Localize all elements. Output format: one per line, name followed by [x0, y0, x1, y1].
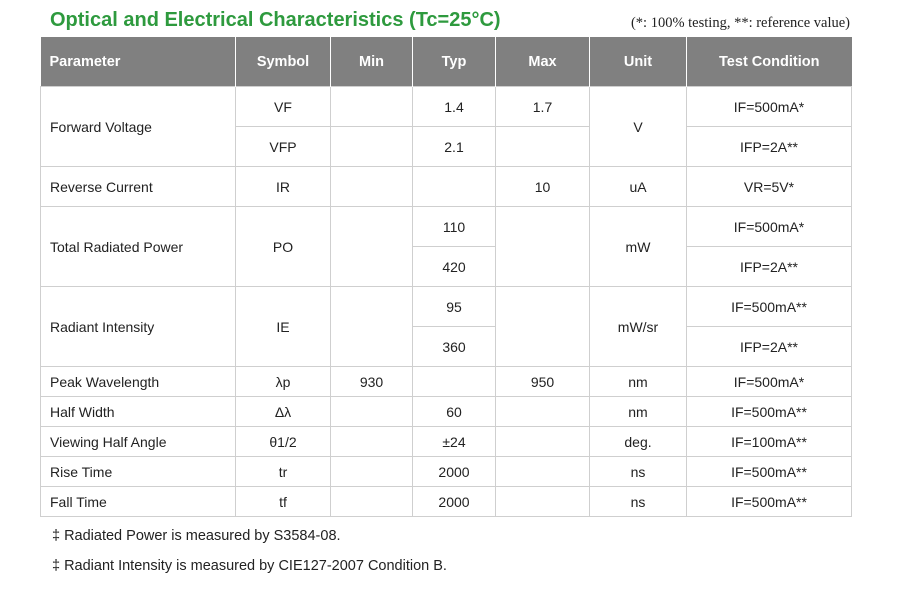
min-cell — [331, 397, 413, 427]
min-cell — [331, 87, 413, 127]
typ-cell: 2000 — [413, 457, 496, 487]
footnote-text: Radiated Power is measured by S3584-08. — [64, 528, 341, 544]
table-row — [41, 87, 852, 127]
parameter-cell: Forward Voltage — [41, 87, 236, 167]
page-title: Optical and Electrical Characteristics (Tc=25°C) — [50, 9, 501, 31]
condition-cell: IF=500mA* — [687, 207, 852, 247]
typ-cell: 95 — [413, 287, 496, 327]
unit-cell: V — [590, 87, 687, 167]
header-test-condition: Test Condition — [687, 37, 852, 87]
table-row — [41, 487, 852, 517]
symbol-cell: IR — [236, 167, 331, 207]
min-cell — [331, 457, 413, 487]
header-max: Max — [496, 37, 590, 87]
max-cell — [496, 487, 590, 517]
max-cell — [496, 127, 590, 167]
typ-cell: 420 — [413, 247, 496, 287]
typ-cell: 1.4 — [413, 87, 496, 127]
symbol-cell: VFP — [236, 127, 331, 167]
condition-cell: IF=500mA** — [687, 487, 852, 517]
header-symbol: Symbol — [236, 37, 331, 87]
parameter-cell: Reverse Current — [41, 167, 236, 207]
table-row — [41, 427, 852, 457]
min-cell: 930 — [331, 367, 413, 397]
parameter-cell: Rise Time — [41, 457, 236, 487]
typ-cell — [413, 367, 496, 397]
max-cell — [496, 287, 590, 367]
condition-cell: IFP=2A** — [687, 327, 852, 367]
parameter-cell: Radiant Intensity — [41, 287, 236, 367]
header-parameter: Parameter — [41, 37, 236, 87]
max-cell: 10 — [496, 167, 590, 207]
symbol-cell: Δλ — [236, 397, 331, 427]
table-row — [41, 457, 852, 487]
unit-cell: uA — [590, 167, 687, 207]
condition-cell: IFP=2A** — [687, 127, 852, 167]
typ-cell: ±24 — [413, 427, 496, 457]
header-min: Min — [331, 37, 413, 87]
condition-cell: IF=500mA** — [687, 457, 852, 487]
condition-cell: IFP=2A** — [687, 247, 852, 287]
typ-cell: 360 — [413, 327, 496, 367]
symbol-cell: VF — [236, 87, 331, 127]
condition-cell: IF=500mA* — [687, 87, 852, 127]
table-row — [41, 287, 852, 327]
max-cell — [496, 207, 590, 287]
characteristics-table — [40, 37, 852, 517]
symbol-cell: IE — [236, 287, 331, 367]
max-cell — [496, 457, 590, 487]
table-row — [41, 167, 852, 207]
parameter-cell: Half Width — [41, 397, 236, 427]
symbol-cell: tr — [236, 457, 331, 487]
footnote-text: Radiant Intensity is measured by CIE127-2007 Condition B. — [64, 558, 447, 574]
unit-cell: deg. — [590, 427, 687, 457]
min-cell — [331, 127, 413, 167]
footnote-radiant-intensity — [52, 558, 447, 574]
typ-cell — [413, 167, 496, 207]
header-typ: Typ — [413, 37, 496, 87]
table-row — [41, 207, 852, 247]
unit-cell: nm — [590, 367, 687, 397]
typ-cell: 2000 — [413, 487, 496, 517]
parameter-cell: Viewing Half Angle — [41, 427, 236, 457]
min-cell — [331, 287, 413, 367]
parameter-cell: Total Radiated Power — [41, 207, 236, 287]
symbol-cell: θ1/2 — [236, 427, 331, 457]
typ-cell: 60 — [413, 397, 496, 427]
testing-legend: (*: 100% testing, **: reference value) — [630, 15, 850, 31]
max-cell — [496, 397, 590, 427]
max-cell: 1.7 — [496, 87, 590, 127]
symbol-cell: PO — [236, 207, 331, 287]
max-cell: 950 — [496, 367, 590, 397]
footnote-marker: ‡ — [52, 558, 61, 574]
min-cell — [331, 487, 413, 517]
parameter-cell: Peak Wavelength — [41, 367, 236, 397]
table-row — [41, 397, 852, 427]
parameter-cell: Fall Time — [41, 487, 236, 517]
condition-cell: IF=500mA** — [687, 397, 852, 427]
header-unit: Unit — [590, 37, 687, 87]
condition-cell: VR=5V* — [687, 167, 852, 207]
min-cell — [331, 167, 413, 207]
footnote-radiated-power — [52, 528, 341, 544]
condition-cell: IF=500mA** — [687, 287, 852, 327]
unit-cell: nm — [590, 397, 687, 427]
max-cell — [496, 427, 590, 457]
unit-cell: ns — [590, 457, 687, 487]
typ-cell: 110 — [413, 207, 496, 247]
condition-cell: IF=500mA* — [687, 367, 852, 397]
footnote-marker: ‡ — [52, 528, 61, 544]
table-row — [41, 367, 852, 397]
min-cell — [331, 427, 413, 457]
unit-cell: ns — [590, 487, 687, 517]
min-cell — [331, 207, 413, 287]
symbol-cell: λp — [236, 367, 331, 397]
condition-cell: IF=100mA** — [687, 427, 852, 457]
table-header-row — [41, 37, 852, 87]
unit-cell: mW/sr — [590, 287, 687, 367]
typ-cell: 2.1 — [413, 127, 496, 167]
symbol-cell: tf — [236, 487, 331, 517]
unit-cell: mW — [590, 207, 687, 287]
